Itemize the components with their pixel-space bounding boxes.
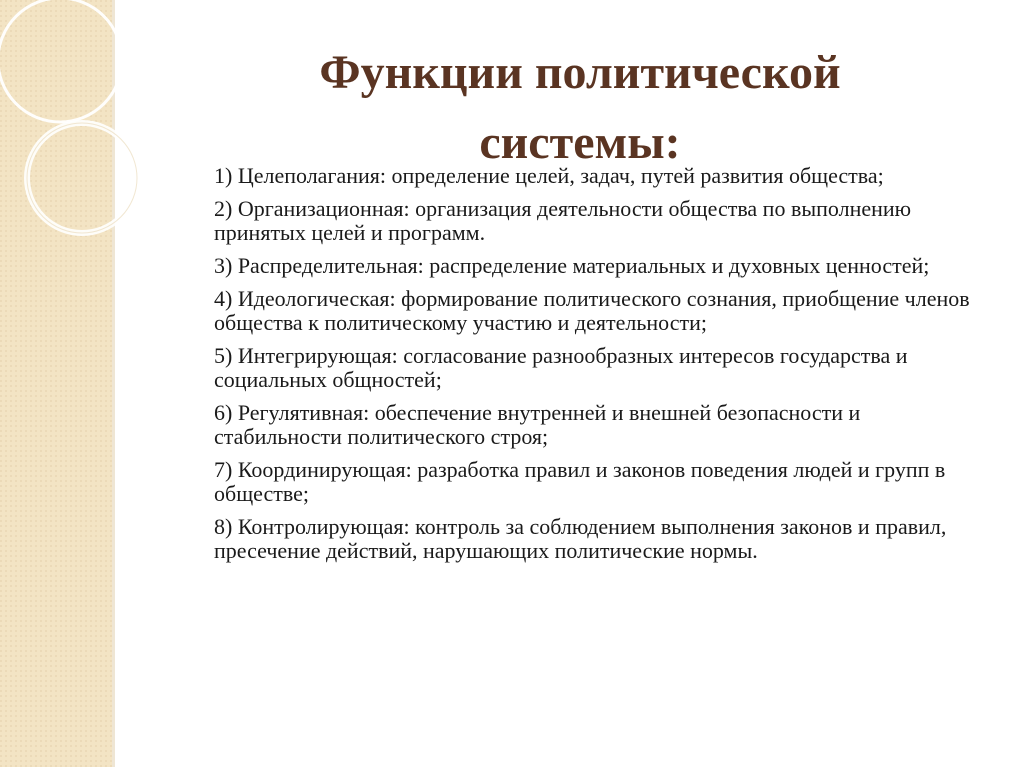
functions-list (214, 164, 989, 572)
slide-title-line-2: системы: (479, 116, 681, 169)
list-item: 6) Регулятивная: обеспечение внутренней и внешней безопасности и стабильности политического строя; (214, 400, 861, 449)
decorative-circle-lower (27, 123, 137, 233)
list-item: 5) Интегрирующая: согласование разнообразных интересов государства и социальных общностей; (214, 343, 908, 392)
list-item: 8) Контролирующая: контроль за соблюдением выполнения законов и правил, пресечение действий, нарушающих политические нормы. (214, 514, 947, 563)
list-item: 4) Идеологическая: формирование политического сознания, приобщение членов общества к политическому участию и деятельности; (214, 286, 970, 335)
slide-title (200, 38, 960, 178)
decorative-circles (0, 0, 160, 300)
decorative-circle-upper (0, 0, 122, 122)
list-item: 7) Координирующая: разработка правил и законов поведения людей и групп в обществе; (214, 457, 946, 506)
list-item: 2) Организационная: организация деятельности общества по выполнению принятых целей и программ. (214, 196, 912, 245)
slide-title-line-1: Функции политической (319, 46, 841, 99)
list-item: 1) Целеполагания: определение целей, задач, путей развития общества; (214, 163, 884, 188)
list-item: 3) Распределительная: распределение материальных и духовных ценностей; (214, 253, 930, 278)
